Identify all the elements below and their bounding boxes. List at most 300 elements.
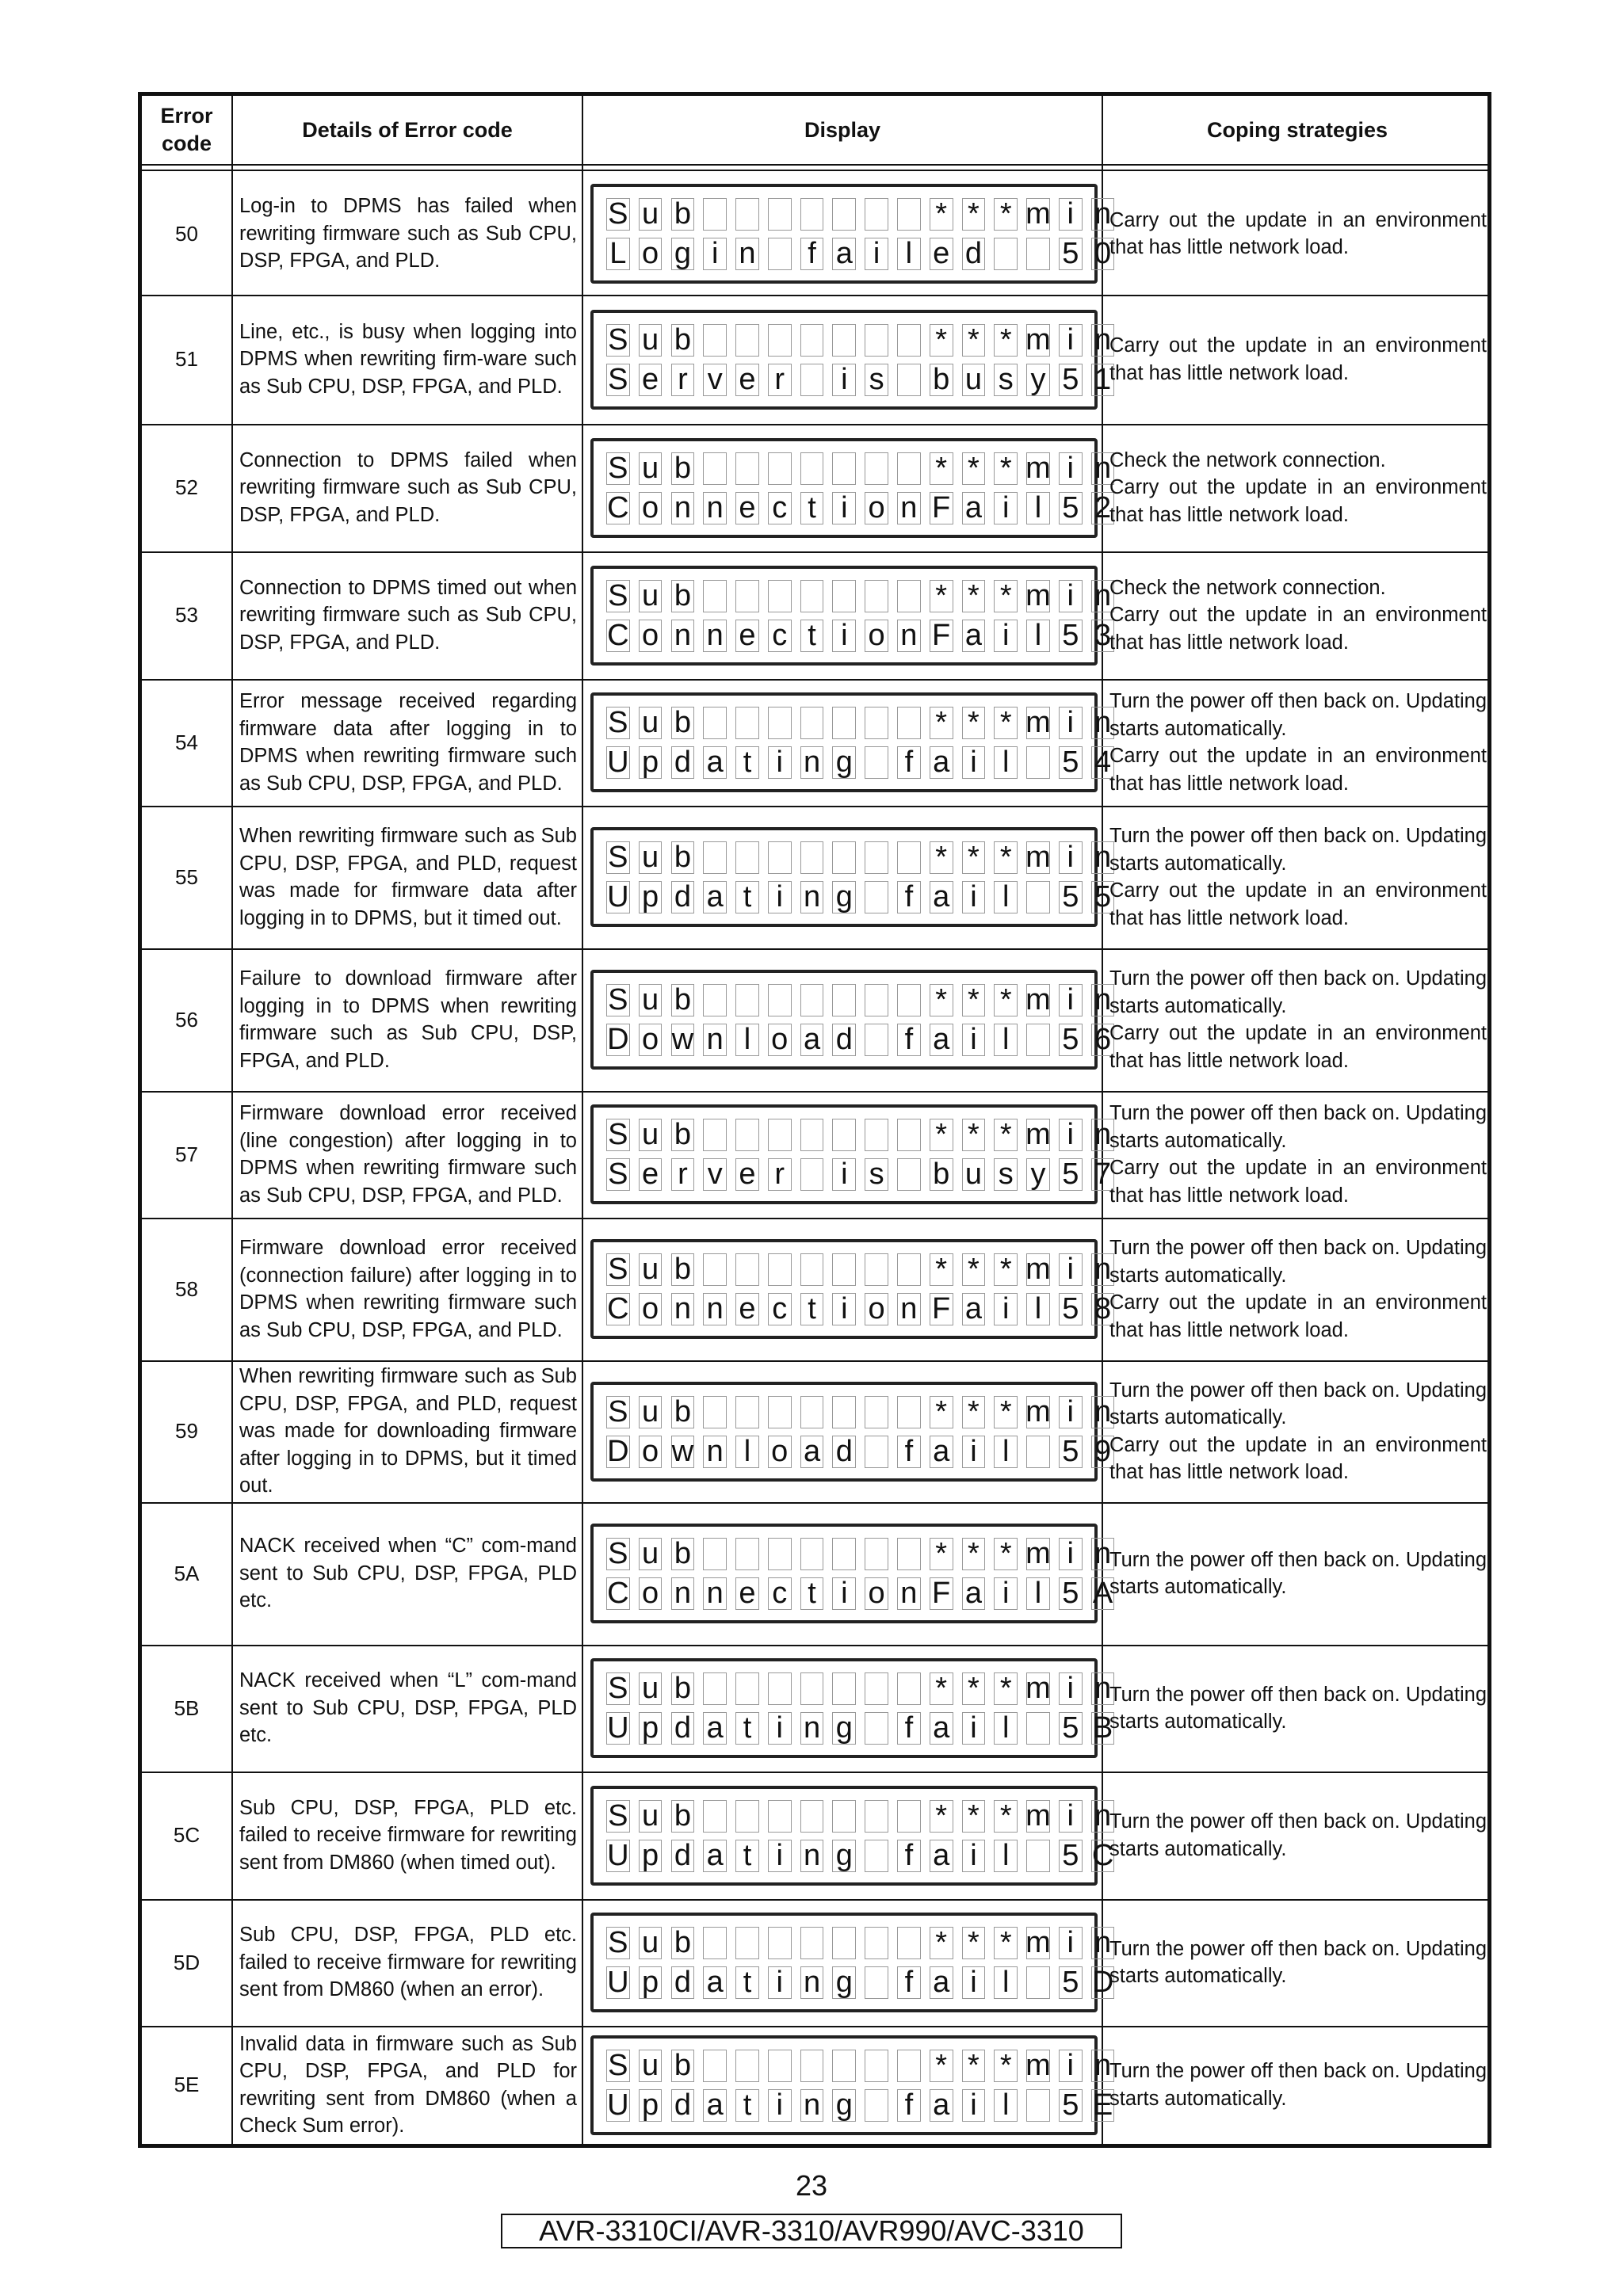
lcd-char: * [930, 1253, 953, 1286]
lcd-char: b [930, 364, 953, 396]
lcd-char [800, 1158, 824, 1191]
lcd-char: n [897, 1293, 921, 1325]
lcd-char: i [1059, 984, 1083, 1016]
lcd-char: * [994, 324, 1018, 357]
lcd-char: C [607, 1577, 629, 1610]
lcd-char: s [865, 1158, 888, 1191]
lcd-char: l [994, 1966, 1018, 1999]
lcd-char: D [1091, 1966, 1114, 1999]
lcd-char [768, 1927, 792, 1959]
lcd-display [590, 1382, 1112, 1482]
lcd-char: t [735, 1712, 759, 1745]
lcd-char: m [1025, 983, 1051, 1016]
lcd-char [768, 198, 792, 231]
error-details [233, 948, 582, 1091]
lcd-char [865, 1396, 888, 1428]
lcd-line-2 [606, 2089, 1114, 2122]
lcd-char: g [832, 881, 856, 913]
lcd-char [865, 1119, 888, 1151]
lcd-line-2 [606, 620, 1114, 652]
lcd-char [865, 841, 888, 874]
lcd-char: i [1059, 841, 1083, 874]
lcd-line-2 [606, 364, 1114, 396]
lcd-char: v [703, 364, 727, 396]
lcd-char [800, 1800, 824, 1833]
lcd-char [832, 324, 856, 357]
lcd-line-2 [606, 1577, 1114, 1610]
lcd-char [768, 1672, 792, 1705]
lcd-char: * [962, 1396, 986, 1428]
lcd-char: d [962, 238, 986, 270]
lcd-char: * [930, 984, 953, 1016]
lcd-char: i [962, 1436, 986, 1468]
lcd-char: n [1091, 452, 1115, 485]
page-number: 23 [795, 2169, 828, 2202]
lcd-char: a [962, 492, 986, 524]
lcd-char [1026, 2089, 1050, 2122]
lcd-char: 7 [1091, 1158, 1115, 1191]
lcd-char: E [1091, 2089, 1115, 2122]
lcd-char: i [832, 1577, 856, 1610]
lcd-char: i [1059, 1927, 1083, 1959]
error-details [233, 1899, 582, 2026]
lcd-char: n [800, 1966, 824, 1999]
lcd-char [735, 580, 759, 612]
lcd-char: 6 [1091, 1024, 1115, 1056]
lcd-char [703, 1927, 727, 1959]
lcd-char [865, 1024, 888, 1056]
lcd-char: g [832, 1966, 856, 1999]
lcd-char: n [703, 492, 727, 524]
lcd-line-1 [606, 984, 1114, 1016]
lcd-char: b [671, 1253, 695, 1286]
lcd-char: m [1025, 1253, 1051, 1286]
lcd-char: * [930, 1396, 953, 1428]
lcd-line-1 [606, 841, 1114, 874]
lcd-char [768, 324, 792, 357]
lcd-char: u [639, 1538, 663, 1570]
lcd-char [768, 984, 792, 1016]
lcd-char: n [735, 238, 759, 270]
column-divider [582, 96, 583, 2144]
lcd-char: b [671, 324, 695, 357]
lcd-display [590, 1104, 1112, 1204]
lcd-char: i [1059, 1253, 1083, 1286]
lcd-char: i [994, 1293, 1018, 1325]
lcd-display [590, 184, 1112, 284]
lcd-char: F [930, 620, 953, 652]
lcd-char [1026, 881, 1050, 913]
lcd-char: U [607, 2088, 629, 2122]
lcd-char [735, 1119, 759, 1151]
lcd-char [703, 324, 727, 357]
lcd-char [703, 841, 727, 874]
lcd-char [897, 1800, 921, 1833]
lcd-char [832, 1672, 856, 1705]
lcd-char [735, 1800, 759, 1833]
lcd-char: a [930, 881, 953, 913]
lcd-char: b [671, 580, 695, 612]
lcd-char: 5 [1059, 1577, 1083, 1610]
lcd-char: m [1025, 706, 1051, 739]
lcd-char: o [865, 620, 888, 652]
lcd-char: c [768, 1293, 792, 1325]
lcd-char: D [607, 1023, 629, 1056]
lcd-char: 5 [1059, 238, 1083, 270]
lcd-char [865, 1253, 888, 1286]
lcd-char [832, 2050, 856, 2082]
lcd-char: S [606, 1158, 630, 1191]
lcd-char: e [735, 1293, 759, 1325]
lcd-char: 5 [1059, 1293, 1083, 1325]
lcd-char: i [1059, 324, 1083, 357]
lcd-char: 3 [1091, 620, 1115, 652]
error-details [233, 2026, 582, 2144]
error-code: 5A [174, 1561, 200, 1585]
lcd-char: i [1059, 707, 1083, 739]
coping-strategy-text: Carry out the update in an environment that has little network load. [1109, 334, 1487, 384]
lcd-char: S [606, 1253, 630, 1286]
lcd-char: n [703, 620, 727, 652]
lcd-char: i [832, 1158, 856, 1191]
lcd-char: m [1025, 1926, 1051, 1959]
lcd-char [800, 984, 824, 1016]
lcd-char [897, 1672, 921, 1705]
lcd-char [865, 984, 888, 1016]
lcd-line-1 [606, 707, 1114, 739]
lcd-char: n [1091, 707, 1115, 739]
lcd-char: n [1091, 580, 1115, 612]
lcd-char: g [832, 2089, 856, 2122]
lcd-char: F [930, 492, 953, 524]
lcd-line-1 [606, 1253, 1114, 1286]
lcd-char [897, 841, 921, 874]
lcd-char [832, 841, 856, 874]
lcd-char: y [1026, 1158, 1050, 1191]
lcd-char: * [962, 1119, 986, 1151]
lcd-char: o [865, 1293, 888, 1325]
lcd-char: b [671, 1672, 695, 1705]
lcd-char: n [671, 1293, 695, 1325]
lcd-char: n [1091, 324, 1115, 357]
lcd-char [768, 1119, 792, 1151]
lcd-line-1 [606, 1119, 1114, 1151]
lcd-char [768, 580, 792, 612]
lcd-char: i [962, 1966, 986, 1999]
lcd-char [800, 198, 824, 231]
error-code: 55 [175, 864, 198, 889]
lcd-char: * [962, 1253, 986, 1286]
error-details-text: Invalid data in firmware such as Sub CPU, DSP, FPGA, and PLD for rewriting sent from DM860 (when a Check Sum error). [239, 2032, 577, 2137]
lcd-char: a [800, 1024, 824, 1056]
lcd-char: n [1091, 841, 1115, 874]
lcd-char: b [930, 1158, 953, 1191]
lcd-char: * [962, 841, 986, 874]
lcd-char: * [994, 2050, 1018, 2082]
lcd-char: e [735, 1158, 759, 1191]
lcd-char [865, 1436, 888, 1468]
lcd-char [832, 452, 856, 485]
lcd-char: u [639, 1672, 663, 1705]
coping-strategy-text: Check the network connection. Carry out the update in an environment that has little network load. [1109, 448, 1487, 526]
lcd-char [865, 1927, 888, 1959]
lcd-char: v [703, 1158, 727, 1191]
error-details [233, 679, 582, 806]
lcd-char [768, 1396, 792, 1428]
error-code: 50 [175, 221, 198, 246]
lcd-display [590, 1786, 1114, 1886]
lcd-char [897, 1538, 921, 1570]
lcd-char: n [800, 746, 824, 779]
lcd-char: i [962, 881, 986, 913]
coping-strategy [1103, 424, 1491, 551]
lcd-char: e [639, 364, 663, 396]
lcd-char: * [994, 1538, 1018, 1570]
error-details [233, 1645, 582, 1772]
lcd-char: e [639, 1158, 663, 1191]
lcd-char: S [606, 452, 630, 485]
lcd-char [768, 1253, 792, 1286]
lcd-char: o [639, 620, 663, 652]
lcd-char: U [607, 1839, 629, 1872]
lcd-line-2 [606, 1436, 1114, 1468]
lcd-line-2 [606, 1158, 1114, 1191]
lcd-char [768, 452, 792, 485]
lcd-char [800, 364, 824, 396]
header-coping: Coping strategies [1206, 117, 1388, 142]
lcd-char: o [639, 238, 663, 270]
error-details-text: When rewriting firmware such as Sub CPU, DSP, FPGA, and PLD, request was made for downloading firmware after logging in to DPMS, but it timed out. [239, 1365, 577, 1497]
lcd-char: m [1025, 452, 1051, 485]
lcd-char: i [768, 746, 792, 779]
lcd-char: u [639, 1800, 663, 1833]
coping-strategy [1103, 1645, 1491, 1772]
lcd-char: b [671, 2050, 695, 2082]
lcd-char: u [639, 707, 663, 739]
lcd-char: r [671, 364, 695, 396]
coping-strategy-text: Turn the power off then back on. Updating starts automatically. [1109, 2060, 1487, 2110]
error-code: 53 [175, 603, 198, 627]
lcd-char: i [768, 1712, 792, 1745]
lcd-char: * [930, 198, 953, 231]
lcd-char: 5 [1059, 492, 1083, 524]
lcd-char: S [606, 1800, 630, 1833]
lcd-char: * [994, 1119, 1018, 1151]
error-details [233, 1772, 582, 1899]
coping-strategy-text: Check the network connection. Carry out the update in an environment that has little network load. [1109, 576, 1487, 654]
lcd-char: n [1091, 1253, 1115, 1286]
lcd-char: i [1059, 198, 1083, 231]
lcd-char: * [994, 198, 1018, 231]
lcd-char [865, 1538, 888, 1570]
lcd-char: a [962, 1577, 986, 1610]
lcd-char: t [735, 746, 759, 779]
coping-strategy-text: Turn the power off then back on. Updating starts automatically. [1109, 1937, 1487, 1987]
lcd-char: U [607, 1711, 629, 1745]
lcd-line-1 [606, 1800, 1114, 1833]
lcd-char [735, 1253, 759, 1286]
lcd-char: * [994, 841, 1018, 874]
coping-strategy [1103, 295, 1491, 424]
lcd-char: n [897, 492, 921, 524]
lcd-char: n [671, 620, 695, 652]
lcd-char: o [639, 1436, 663, 1468]
lcd-char: m [1025, 841, 1051, 874]
lcd-char: n [703, 1024, 727, 1056]
lcd-char [703, 2050, 727, 2082]
error-details-text: Sub CPU, DSP, FPGA, PLD etc. failed to receive firmware for rewriting sent from DM860 (when timed out). [239, 1796, 577, 1874]
coping-strategy [1103, 1772, 1491, 1899]
lcd-char: m [1025, 1799, 1051, 1833]
lcd-char [865, 2050, 888, 2082]
lcd-char [735, 1396, 759, 1428]
lcd-char: * [930, 580, 953, 612]
lcd-char: C [607, 619, 629, 652]
lcd-char [800, 452, 824, 485]
error-code: 56 [175, 1007, 198, 1032]
lcd-line-2 [606, 238, 1114, 270]
lcd-char: m [1025, 1672, 1051, 1705]
lcd-char: i [703, 238, 727, 270]
lcd-char: 1 [1091, 364, 1115, 396]
lcd-char [768, 841, 792, 874]
lcd-char: n [800, 1712, 824, 1745]
lcd-char [735, 452, 759, 485]
error-details-text: When rewriting firmware such as Sub CPU, DSP, FPGA, and PLD, request was made for firmware data after logging in to DPMS, but it timed out. [239, 825, 577, 929]
lcd-char: n [1091, 1396, 1115, 1428]
lcd-char: p [639, 881, 663, 913]
error-code: 5E [174, 2073, 200, 2096]
lcd-char [800, 1672, 824, 1705]
lcd-char [800, 324, 824, 357]
lcd-char: * [994, 1927, 1018, 1959]
lcd-char: S [606, 1119, 630, 1151]
lcd-char: d [671, 1840, 695, 1872]
lcd-char [832, 984, 856, 1016]
coping-strategy-text: Carry out the update in an environment that has little network load. [1109, 208, 1487, 258]
lcd-char: * [994, 1800, 1018, 1833]
lcd-char: 5 [1091, 881, 1115, 913]
lcd-char: n [1091, 1672, 1115, 1705]
error-code: 5B [174, 1695, 200, 1720]
lcd-char [832, 707, 856, 739]
lcd-char: c [768, 1577, 792, 1610]
lcd-char [865, 198, 888, 231]
lcd-char: p [639, 2089, 663, 2122]
lcd-char: 5 [1059, 1024, 1083, 1056]
lcd-char [865, 2089, 888, 2122]
lcd-char: S [606, 1396, 630, 1428]
lcd-char [865, 324, 888, 357]
lcd-char: * [994, 452, 1018, 485]
lcd-char: o [639, 1577, 663, 1610]
lcd-char: i [962, 1840, 986, 1872]
lcd-char [897, 324, 921, 357]
lcd-char: n [1091, 1927, 1115, 1959]
coping-strategy-text: Turn the power off then back on. Updating starts automatically. [1109, 1683, 1487, 1733]
lcd-char [768, 2050, 792, 2082]
lcd-char: m [1025, 1537, 1051, 1570]
lcd-char: p [639, 1966, 663, 1999]
lcd-char [865, 1672, 888, 1705]
lcd-char [703, 1672, 727, 1705]
lcd-char: l [1026, 1577, 1050, 1610]
lcd-char: * [930, 1538, 953, 1570]
lcd-char: a [703, 746, 727, 779]
lcd-line-1 [606, 452, 1114, 485]
coping-strategy [1103, 2026, 1491, 2144]
lcd-char [703, 707, 727, 739]
lcd-char: * [994, 1396, 1018, 1428]
lcd-char: a [962, 1293, 986, 1325]
lcd-char: u [639, 984, 663, 1016]
lcd-char: s [994, 364, 1018, 396]
coping-strategy [1103, 806, 1491, 948]
lcd-char: i [1059, 2050, 1083, 2082]
lcd-char: l [994, 881, 1018, 913]
lcd-char [735, 984, 759, 1016]
lcd-char: n [1091, 2050, 1115, 2082]
lcd-char: i [832, 620, 856, 652]
lcd-line-2 [606, 1966, 1114, 1999]
lcd-char: i [1059, 1119, 1083, 1151]
lcd-char [800, 1253, 824, 1286]
lcd-char: 5 [1059, 1966, 1083, 1999]
error-code: 52 [175, 475, 198, 499]
lcd-char: c [768, 620, 792, 652]
lcd-char: b [671, 984, 695, 1016]
lcd-char: i [1059, 1396, 1083, 1428]
lcd-display [590, 1239, 1112, 1339]
lcd-char: n [1091, 1538, 1115, 1570]
lcd-char [832, 1119, 856, 1151]
lcd-line-2 [606, 1712, 1114, 1745]
lcd-char: * [930, 324, 953, 357]
lcd-char: l [1026, 620, 1050, 652]
lcd-char: n [703, 1293, 727, 1325]
lcd-display [590, 1658, 1113, 1758]
lcd-display [590, 827, 1112, 927]
lcd-char: u [639, 2050, 663, 2082]
error-details [233, 424, 582, 551]
lcd-char: l [994, 746, 1018, 779]
lcd-char: i [1059, 1672, 1083, 1705]
lcd-char: b [671, 1396, 695, 1428]
error-details-text: Firmware download error received (connection failure) after logging in to DPMS when rewriting firmware such as Sub CPU, DSP, FPGA, and PLD. [239, 1237, 577, 1341]
lcd-char: * [962, 984, 986, 1016]
lcd-char: a [930, 1024, 953, 1056]
lcd-char: t [735, 881, 759, 913]
lcd-char: n [671, 1577, 695, 1610]
lcd-char [897, 707, 921, 739]
error-code: 54 [175, 730, 198, 754]
lcd-line-1 [606, 1672, 1114, 1705]
error-details [233, 806, 582, 948]
lcd-char [703, 580, 727, 612]
lcd-char: l [735, 1024, 759, 1056]
lcd-char [800, 2050, 824, 2082]
lcd-char: o [639, 1293, 663, 1325]
lcd-char: i [962, 1712, 986, 1745]
lcd-char: w [671, 1435, 694, 1468]
lcd-char: o [768, 1024, 792, 1056]
lcd-char: t [735, 1840, 759, 1872]
lcd-char: d [671, 881, 695, 913]
lcd-line-2 [606, 881, 1114, 913]
lcd-char [703, 1119, 727, 1151]
lcd-char [832, 1396, 856, 1428]
lcd-char: a [800, 1436, 824, 1468]
